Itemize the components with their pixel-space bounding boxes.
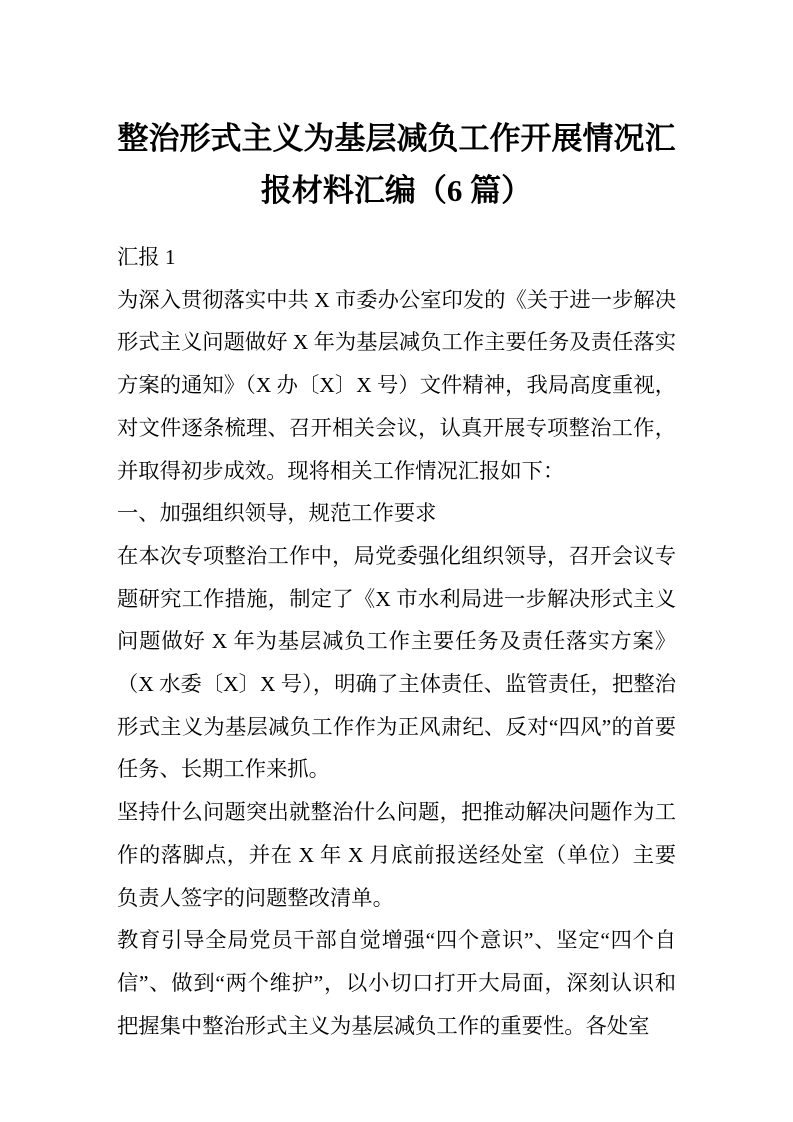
document-body [117, 279, 676, 1048]
document-title: 整治形式主义为基层减负工作开展情况汇报材料汇编（6 篇） [117, 121, 676, 208]
body-paragraph: 教育引导全局党员干部自觉增强“四个意识”、坚定“四个自信”、做到“两个维护”，以小切口打开大局面，深刻认识和把握集中整治形式主义为基层减负工作的重要性。各处室 [117, 928, 676, 1038]
section-label: 汇报 1 [117, 245, 176, 269]
body-paragraph: 坚持什么问题突出就整治什么问题，把推动解决问题作为工作的落脚点，并在 X 年 X 月底前报送经处室（单位）主要负责人签字的问题整改清单。 [117, 800, 676, 910]
section-heading: 一、加强组织领导，规范工作要求 [117, 501, 437, 526]
body-paragraph: 在本次专项整治工作中，局党委强化组织领导，召开会议专题研究工作措施，制定了《X 市水利局进一步解决形式主义问题做好 X 年为基层减负工作主要任务及责任落实方案》（X 水委〔X〕X 号），明确了主体责任、监管责任，把整治形式主义为基层减负工作作为正风肃纪、反对“四风”的首要任务、长期工作来抓。 [117, 543, 676, 782]
body-paragraph: 为深入贯彻落实中共 X 市委办公室印发的《关于进一步解决形式主义问题做好 X 年为基层减负工作主要任务及责任落实方案的通知》（X 办〔X〕X 号）文件精神，我局高度重视，对文件逐条梳理、召开相关会议，认真开展专项整治工作，并取得初步成效。现将相关工作情况汇报如下： [117, 287, 676, 483]
